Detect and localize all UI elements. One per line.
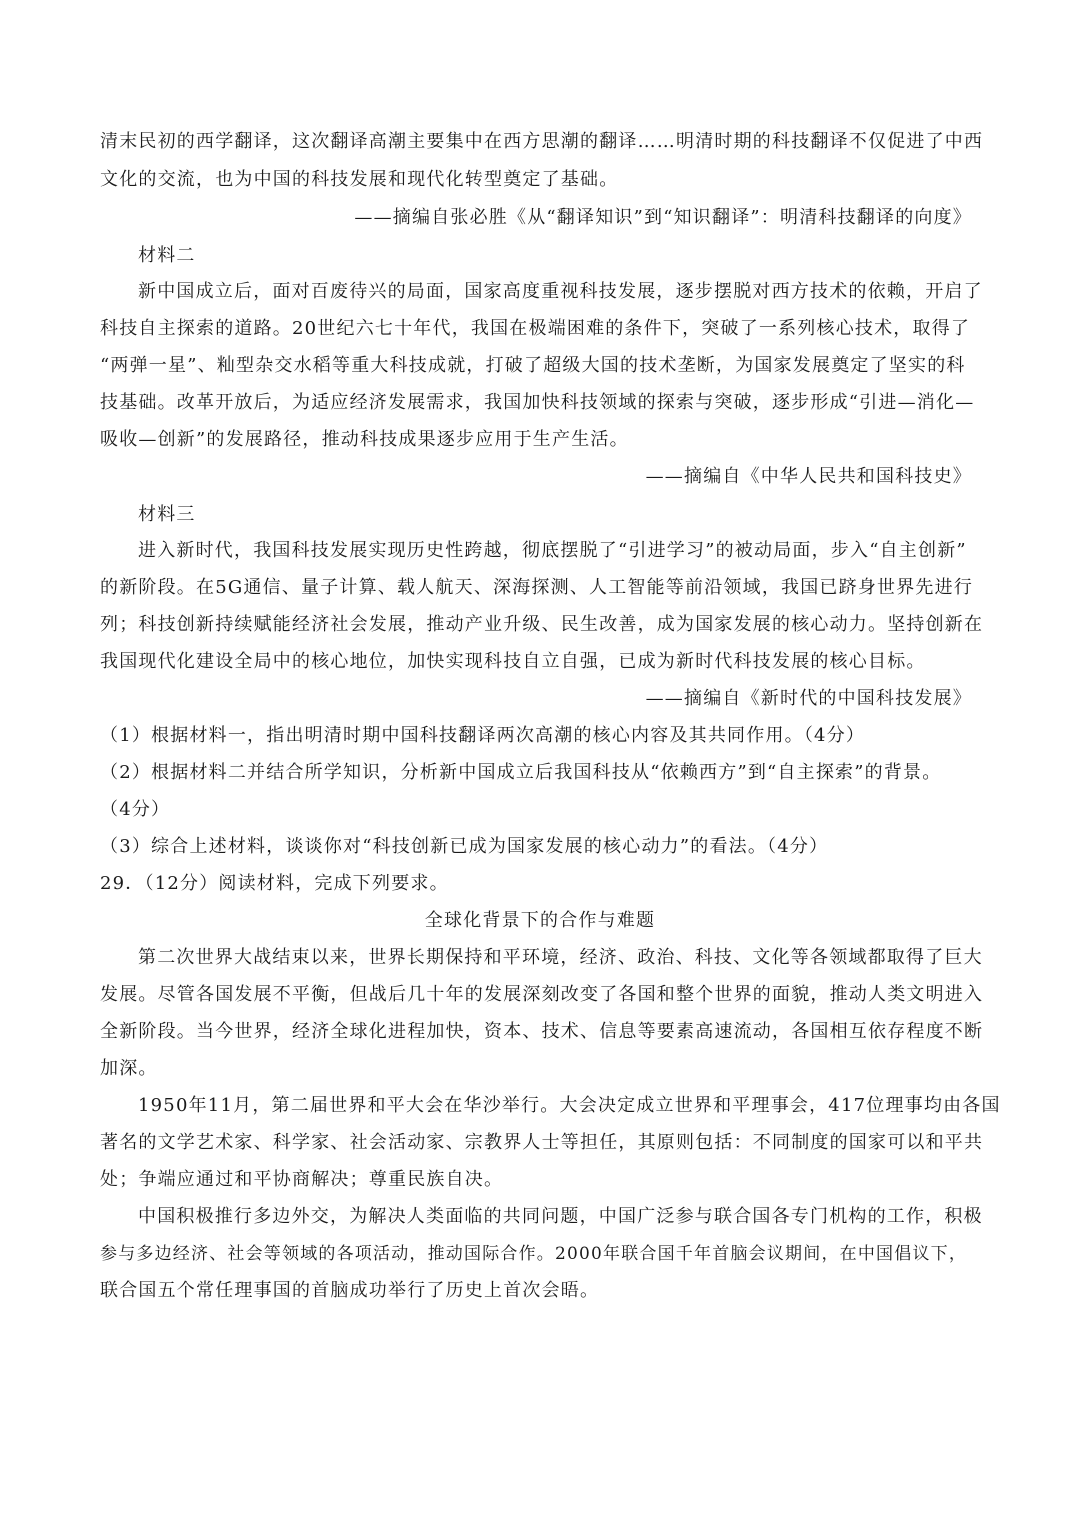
material-three-line: 列；科技创新持续赋能经济社会发展，推动产业升级、民生改善，成为国家发展的核心动力。坚持创新在 xyxy=(100,614,984,635)
question-29-paragraph-line: 加深。 xyxy=(100,1058,158,1079)
question-29-paragraph-line: 第二次世界大战结束以来，世界长期保持和平环境，经济、政治、科技、文化等各领域都取得了巨大 xyxy=(138,947,983,968)
question-29-paragraph-line: 联合国五个常任理事国的首脑成功举行了历史上首次会晤。 xyxy=(100,1280,600,1301)
material-one-line: 清末民初的西学翻译，这次翻译高潮主要集中在西方思潮的翻译……明清时期的科技翻译不仅促进了中西 xyxy=(100,131,984,152)
question-29-header: 29．（12分）阅读材料，完成下列要求。 xyxy=(100,873,449,894)
question-1: （1）根据材料一，指出明清时期中国科技翻译两次高潮的核心内容及其共同作用。（4分） xyxy=(100,725,866,746)
material-two-source: ——摘编自《中华人民共和国科技史》 xyxy=(645,466,972,487)
material-two-line: 技基础。改革开放后，为适应经济发展需求，我国加快科技领域的探索与突破，逐步形成“引进—消化— xyxy=(100,392,975,413)
material-three-source: ——摘编自《新时代的中国科技发展》 xyxy=(645,688,972,709)
question-29-paragraph-line: 参与多边经济、社会等领域的各项活动，推动国际合作。2000年联合国千年首脑会议期间，在中国倡议下， xyxy=(100,1244,968,1264)
material-three-line: 的新阶段。在5G通信、量子计算、载人航天、深海探测、人工智能等前沿领域，我国已跻身世界先进行 xyxy=(100,577,974,598)
question-29-paragraph-line: 著名的文学艺术家、科学家、社会活动家、宗教界人士等担任，其原则包括：不同制度的国家可以和平共 xyxy=(100,1132,984,1153)
question-2: （2）根据材料二并结合所学知识，分析新中国成立后我国科技从“依赖西方”到“自主探索”的背景。 xyxy=(100,762,942,783)
material-two-line: 新中国成立后，面对百废待兴的局面，国家高度重视科技发展，逐步摆脱对西方技术的依赖，开启了 xyxy=(138,281,983,302)
question-2-score: （4分） xyxy=(100,799,171,820)
question-29-paragraph-line: 1950年11月，第二届世界和平大会在华沙举行。大会决定成立世界和平理事会，417位理事均由各国 xyxy=(138,1095,1001,1116)
material-one-source: ——摘编自张必胜《从“翻译知识”到“知识翻译”：明清科技翻译的向度》 xyxy=(354,207,972,228)
material-one-line: 文化的交流，也为中国的科技发展和现代化转型奠定了基础。 xyxy=(100,169,619,190)
question-29-paragraph-line: 全新阶段。当今世界，经济全球化进程加快，资本、技术、信息等要素高速流动，各国相互依存程度不断 xyxy=(100,1021,984,1042)
question-3: （3）综合上述材料，谈谈你对“科技创新已成为国家发展的核心动力”的看法。（4分） xyxy=(100,836,829,857)
material-two-line: “两弹一星”、籼型杂交水稻等重大科技成就，打破了超级大国的技术垄断，为国家发展奠定了坚实的科 xyxy=(100,355,966,376)
material-three-line: 进入新时代，我国科技发展实现历史性跨越，彻底摆脱了“引进学习”的被动局面，步入“自主创新” xyxy=(138,540,967,561)
question-29-paragraph-line: 处；争端应通过和平协商解决；尊重民族自决。 xyxy=(100,1169,504,1190)
material-two-line: 科技自主探索的道路。20世纪六七十年代，我国在极端困难的条件下，突破了一系列核心技术，取得了 xyxy=(100,318,971,339)
material-two-line: 吸收—创新”的发展路径，推动科技成果逐步应用于生产生活。 xyxy=(100,429,629,450)
material-three-heading: 材料三 xyxy=(138,504,196,525)
question-29-paragraph-line: 中国积极推行多边外交，为解决人类面临的共同问题，中国广泛参与联合国各专门机构的工作，积极 xyxy=(138,1206,983,1227)
material-three-line: 我国现代化建设全局中的核心地位，加快实现科技自立自强，已成为新时代科技发展的核心目标。 xyxy=(100,651,926,672)
question-29-title: 全球化背景下的合作与难题 xyxy=(424,910,656,931)
material-two-heading: 材料二 xyxy=(138,245,196,266)
question-29-paragraph-line: 发展。尽管各国发展不平衡，但战后几十年的发展深刻改变了各国和整个世界的面貌，推动人类文明进入 xyxy=(100,984,984,1005)
